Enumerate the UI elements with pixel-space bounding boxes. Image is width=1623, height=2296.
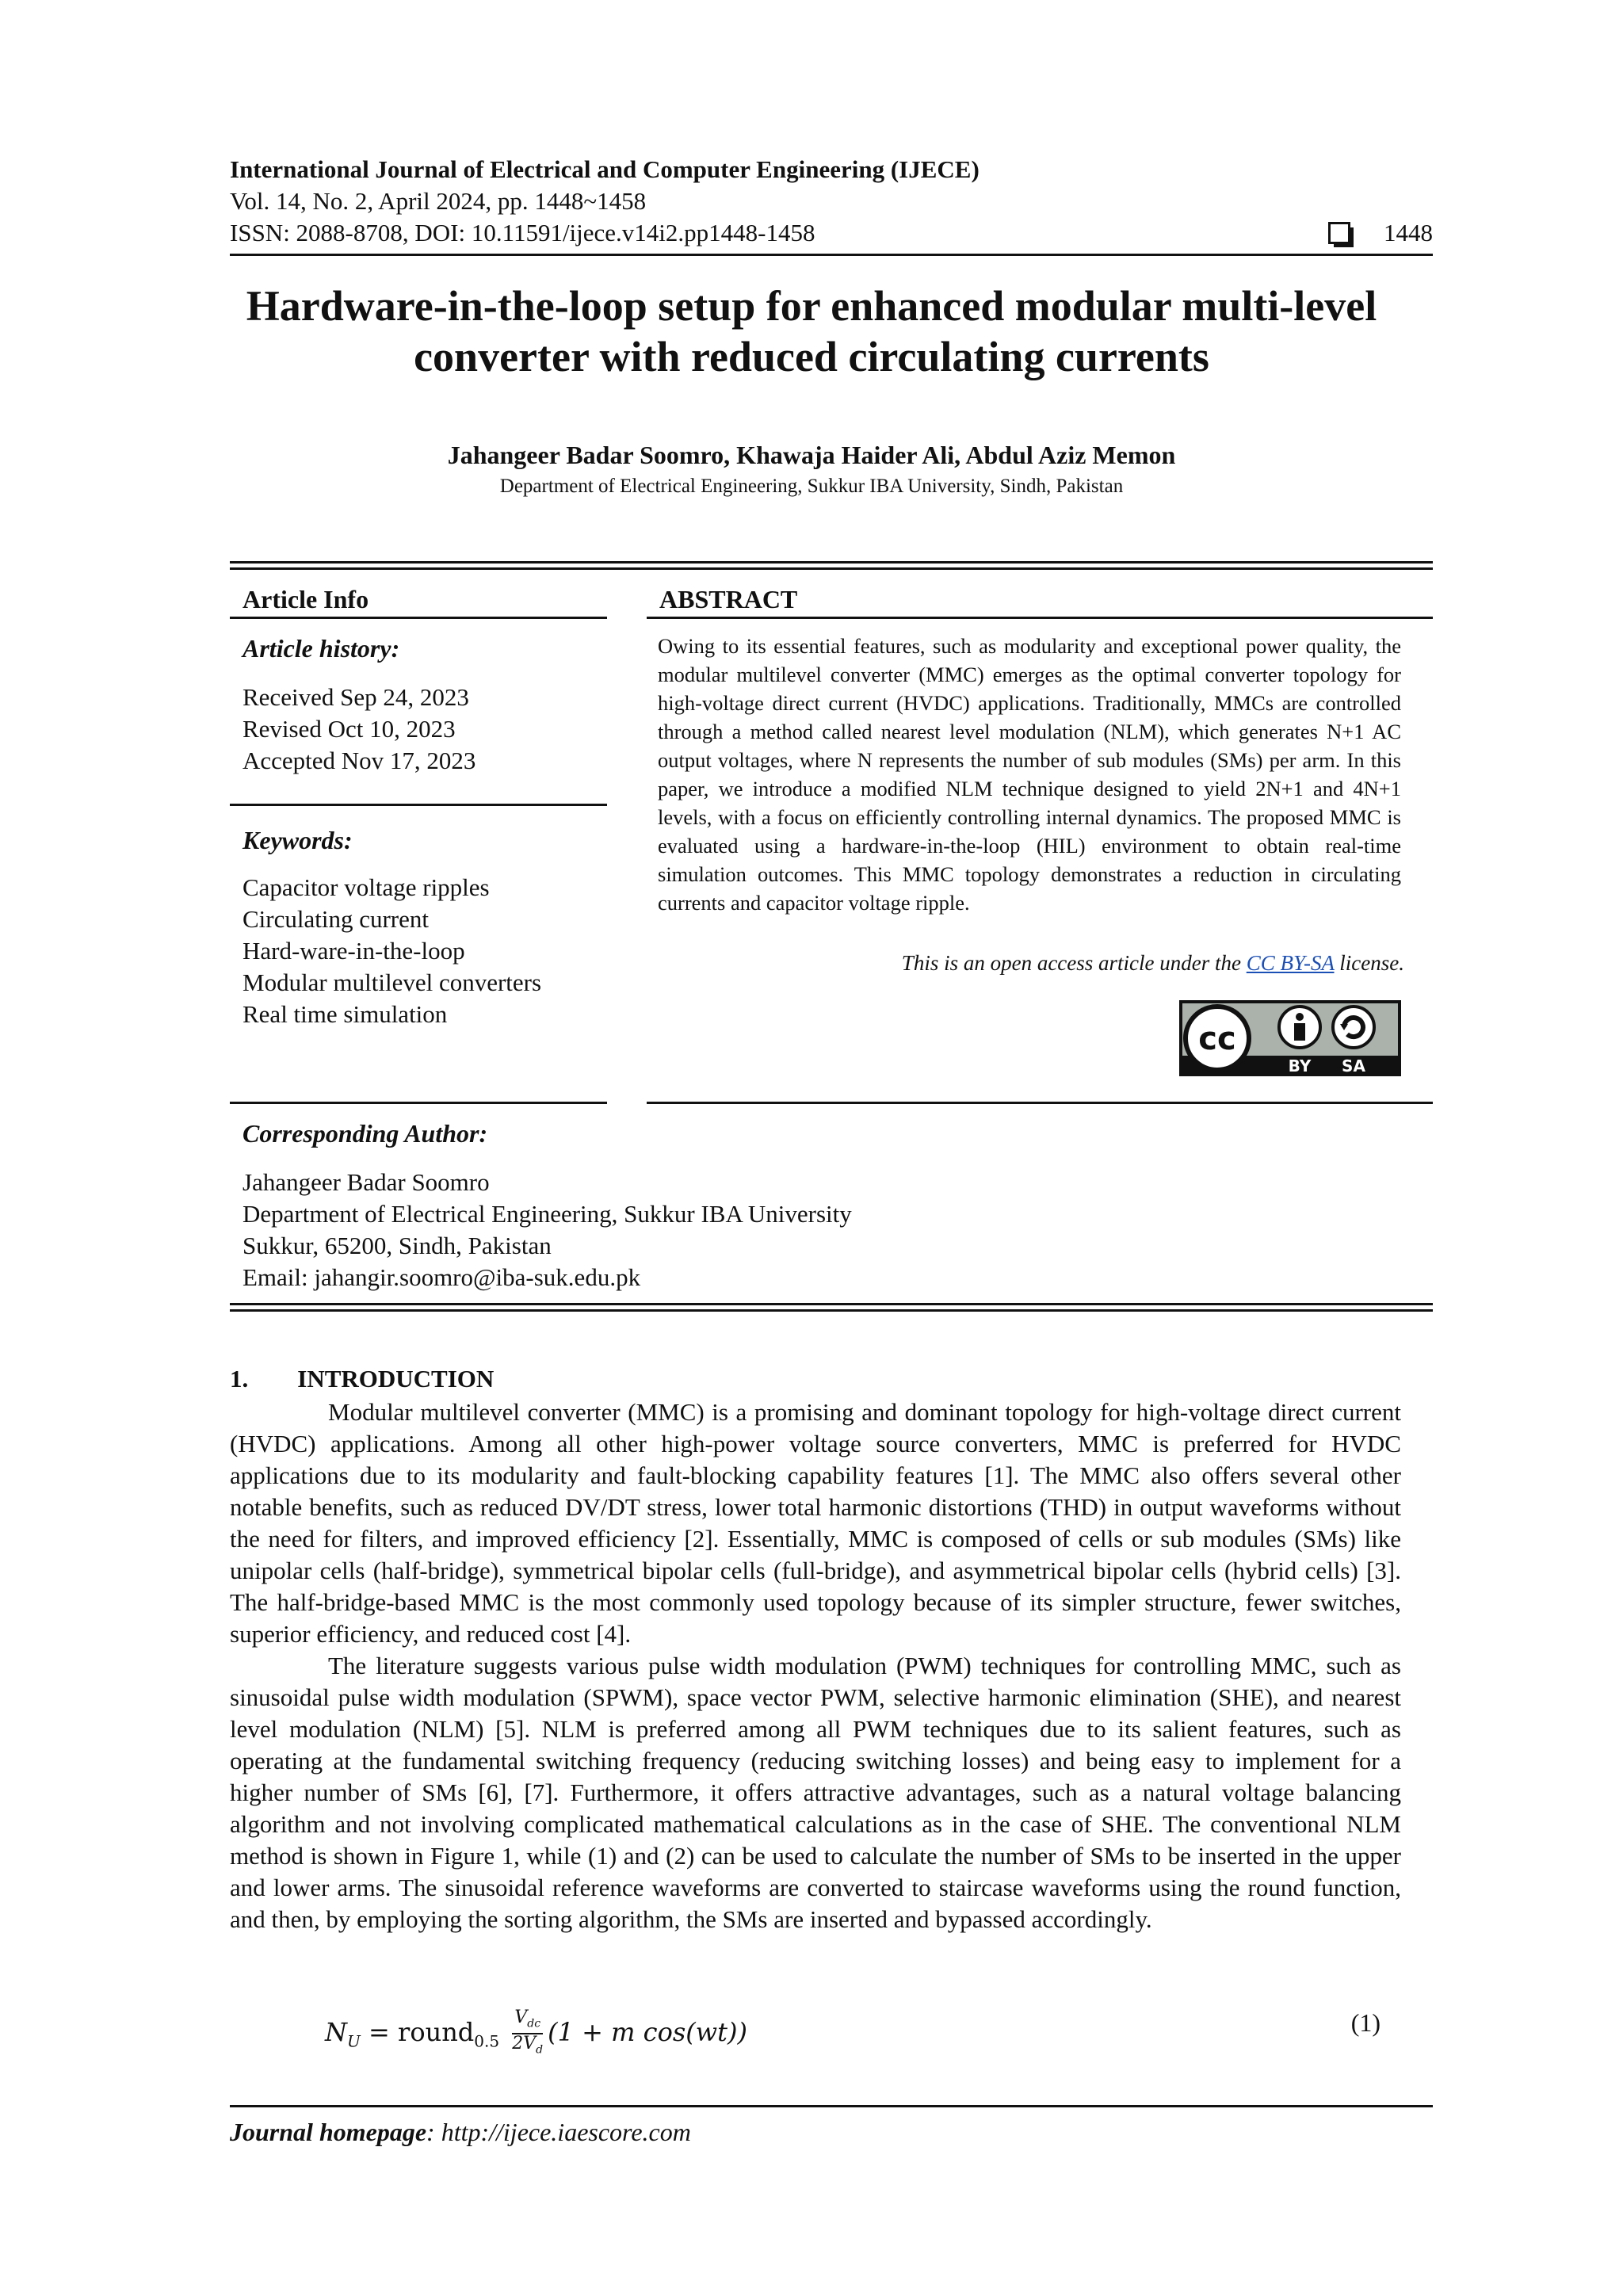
cc-by-sa-badge-icon[interactable] [1179,1000,1401,1076]
homepage-label: Journal homepage [230,2118,427,2146]
abstract-text: Owing to its essential features, such as modularity and exceptional power quality, the modular multilevel converter (MMC) emerges as the optimal converter topology for high-voltage direct current (HVDC) applications. Traditionally, MMCs are controlled through a method called nearest level modulation (NLM), which generates N+1 AC output voltages, where N represents the number of sub modules (SMs) per arm. In this paper, we introduce a modified NLM technique designed to yield 2N+1 and 4N+1 levels, with a focus on efficiently controlling internal dynamics. The proposed MMC is evaluated using a hardware-in-the-loop (HIL) environment to obtain real-time simulation outcomes. This MMC topology demonstrates a reduction in circulating currents and capacitor voltage ripple. [658,634,1401,915]
eq-round: = round [360,2016,475,2047]
affiliation: Department of Electrical Engineering, Sukkur IBA University, Sindh, Pakistan [499,476,1124,497]
cc-by-text: BY [1288,1056,1312,1075]
title-line-2: converter with reduced circulating currents [414,333,1209,380]
eq-tail: (1 + m cos(wt)) [548,2016,747,2047]
keyword: Real time simulation [242,1000,448,1028]
article-info-heading: Article Info [242,585,369,613]
keyword: Modular multilevel converters [242,968,542,996]
equation-1 [325,2008,747,2060]
keywords-rule [230,1102,607,1104]
homepage-url[interactable]: : http://ijece.iaescore.com [426,2118,691,2146]
abstract-heading: ABSTRACT [659,585,798,613]
article-info-rule [230,617,607,619]
eq-lhs-sub: U [347,2031,361,2051]
eq-den: 2V [512,2034,537,2054]
cc-sa-text: SA [1342,1056,1365,1075]
introduction-heading: 1. INTRODUCTION [230,1365,495,1392]
intro-paragraph-2: The literature suggests various pulse width modulation (PWM) techniques for controlling MMC, such as sinusoidal pulse width modulation (SPWM), space vector PWM, selective harmonic elimination (SHE), and nearest level modulation (NLM) [5]. NLM is preferred among all PWM techniques due to its salient features, such as operating at the fundamental switching frequency (reducing switching losses) and being easy to implement for a higher number of SMs [6], [7]. Furthermore, it offers attractive advantages, such as a natural voltage balancing algorithm and not involving complicated mathematical calculations as in the case of SHE. The conventional NLM method is shown in Figure 1, while (1) and (2) can be used to calculate the number of SMs to be inserted in the upper and lower arms. The sinusoidal reference waveforms are converted to staircase waveforms using the round function, and then, by employing the sorting algorithm, the SMs are inserted and bypassed accordingly. [230,1652,1401,1933]
info-rule-top-1 [230,561,1433,563]
title-line-1: Hardware-in-the-loop setup for enhanced modular multi-level [246,282,1377,330]
header-rule [230,254,1433,256]
equation-number: (1) [1350,2008,1381,2037]
cc-by-sa-link[interactable]: CC BY-SA [1246,951,1335,975]
eq-fraction [512,2008,543,2060]
keyword: Capacitor voltage ripples [242,873,490,901]
svg-text:cc: cc [1198,1021,1236,1057]
volume-info: Vol. 14, No. 2, April 2024, pp. 1448~1458 [230,187,647,215]
received-date: Received Sep 24, 2023 [242,683,469,711]
paper-title [190,281,1433,382]
issn-doi: ISSN: 2088-8708, DOI: 10.11591/ijece.v14i2.pp1448-1458 [230,219,815,246]
eq-lhs: N [325,2016,347,2047]
eq-round-sub: 0.5 [474,2031,500,2051]
page-number-block [1328,219,1433,247]
keywords-list [242,872,541,1030]
info-rule-bottom-1 [230,1303,1433,1305]
eq-num-sub: dc [527,2017,541,2030]
abstract-bottom-rule [647,1102,1433,1104]
keyword: Circulating current [242,905,429,933]
license-prefix: This is an open access article under the [901,951,1247,975]
license-suffix: license. [1334,951,1404,975]
license-statement [902,951,1404,976]
keywords-heading: Keywords: [242,826,353,854]
history-rule [230,804,607,806]
author-department: Department of Electrical Engineering, Sukkur IBA University [242,1200,852,1228]
accepted-date: Accepted Nov 17, 2023 [242,747,476,774]
author-email: Email: jahangir.soomro@iba-suk.edu.pk [242,1263,641,1291]
introduction-body [230,1396,1401,1935]
intro-paragraph-1: Modular multilevel converter (MMC) is a promising and dominant topology for high-voltage direct current (HVDC) applications. Among all other high-power voltage source converters, MMC is preferred for HVDC applications due to its modularity and fault-blocking capability features [1]. The MMC also offers several other notable benefits, such as reduced DV/DT stress, lower total harmonic distortions (THD) in output waveforms without the need for filters, and improved efficiency [2]. Essentially, MMC is composed of cells or sub modules (SMs) like unipolar cells (half-bridge), symmetrical bipolar cells (full-bridge), and asymmetrical bipolar cells (hybrid cells) [3]. The half-bridge-based MMC is the most commonly used topology because of its simpler structure, fewer switches, superior efficiency, and reduced cost [4]. [230,1398,1401,1648]
keyword: Hard-ware-in-the-loop [242,937,465,965]
authors: Jahangeer Badar Soomro, Khawaja Haider Ali, Abdul Aziz Memon [447,441,1176,469]
footer-rule [230,2105,1433,2107]
journal-name: International Journal of Electrical and Computer Engineering (IJECE) [230,155,980,183]
author-name: Jahangeer Badar Soomro [242,1168,490,1196]
article-history-heading: Article history: [242,634,400,663]
journal-homepage [230,2118,691,2147]
info-rule-bottom-2 [230,1309,1433,1312]
eq-num: V [514,2008,528,2027]
history-list [242,682,475,777]
square-bullet-icon [1328,222,1350,244]
abstract-rule [647,617,1433,619]
revised-date: Revised Oct 10, 2023 [242,715,456,743]
author-address: Sukkur, 65200, Sindh, Pakistan [242,1232,552,1259]
corresponding-details [242,1167,852,1293]
info-rule-top-2 [230,567,1433,570]
page-number: 1448 [1384,219,1433,246]
eq-den-sub: d [536,2043,544,2057]
corresponding-heading: Corresponding Author: [242,1119,488,1148]
